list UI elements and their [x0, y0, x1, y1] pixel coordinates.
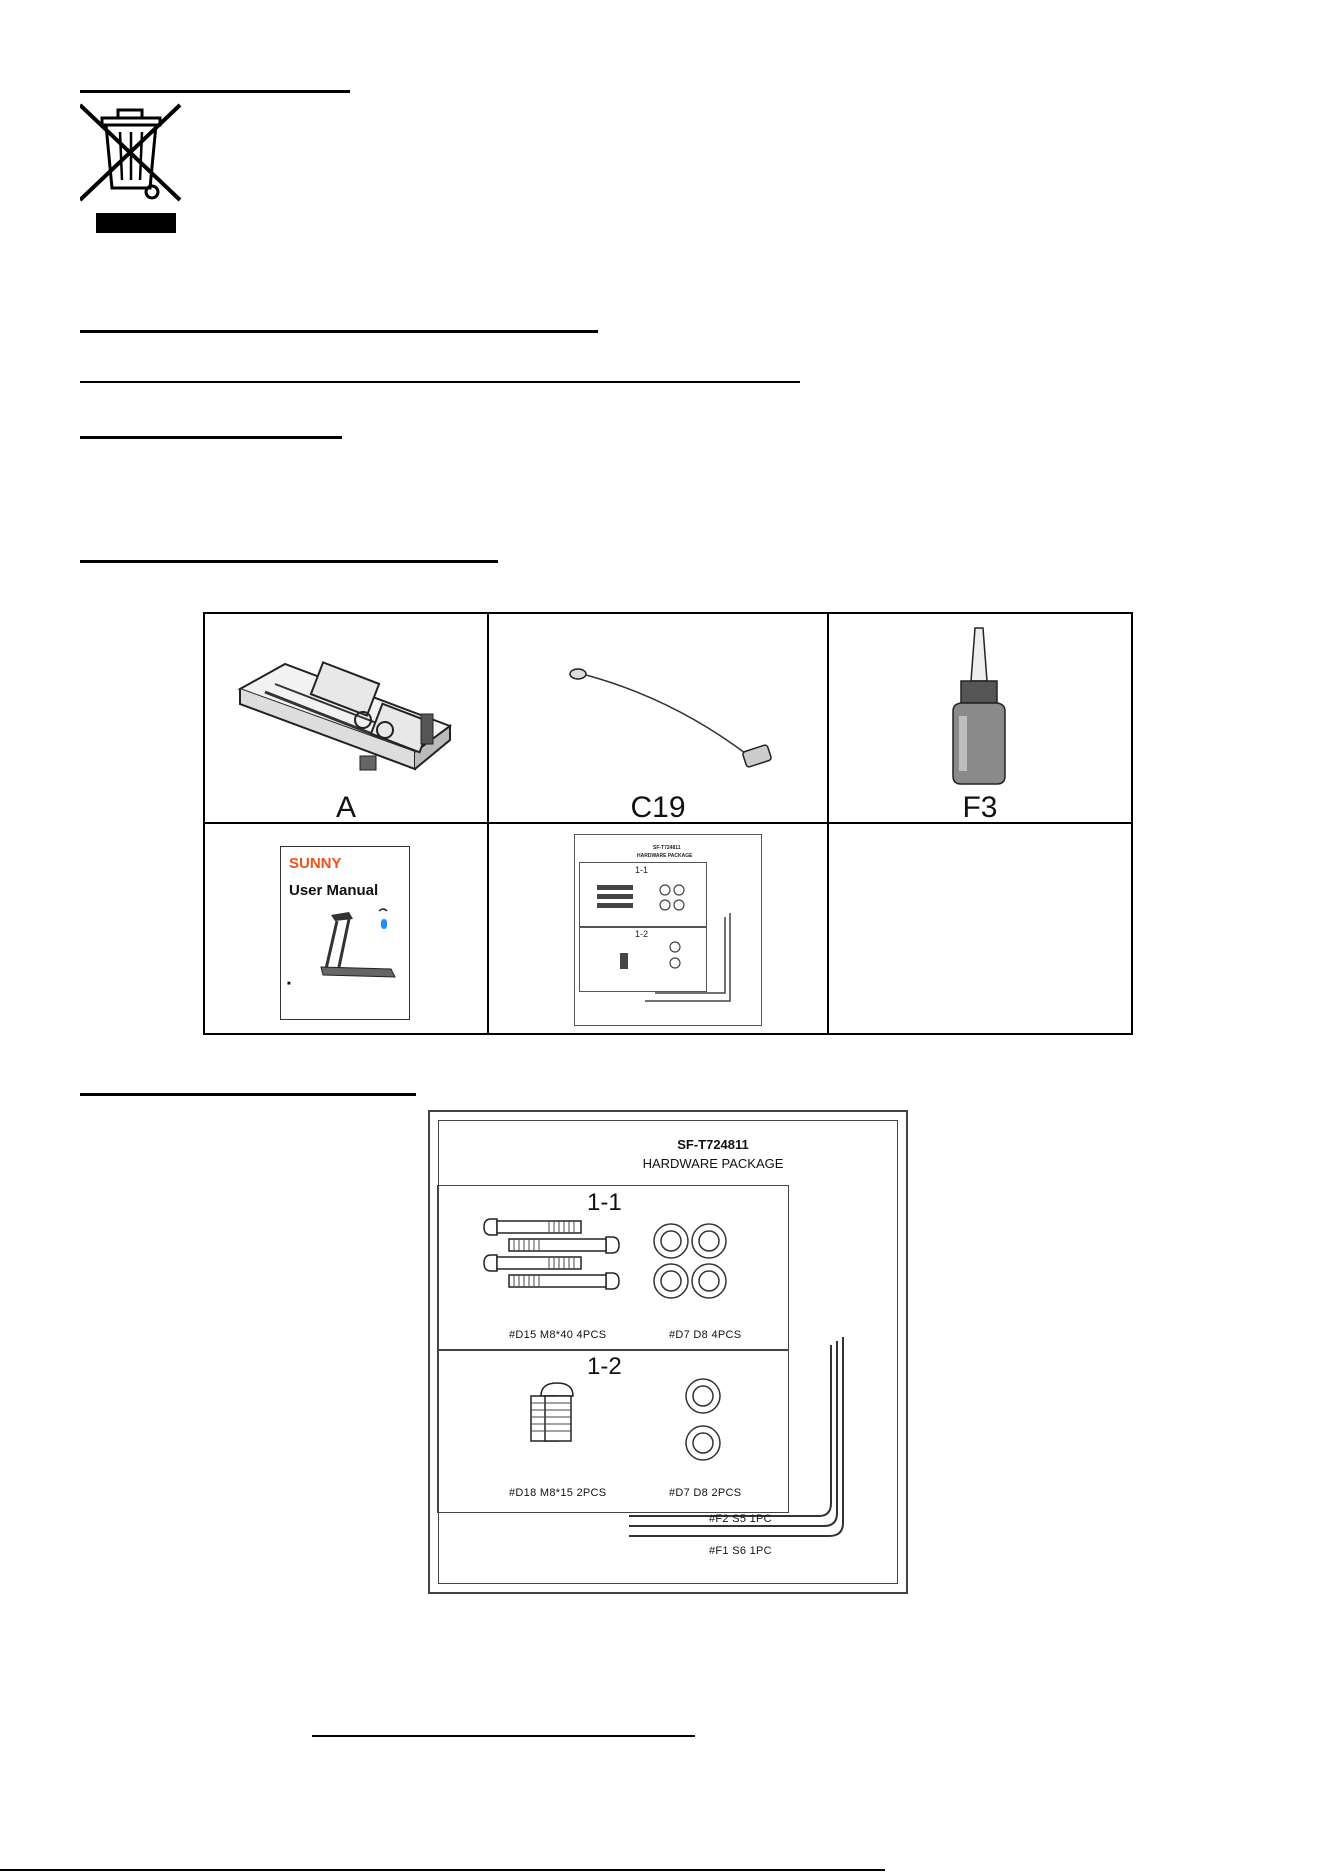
footer-rule: [0, 1869, 885, 1871]
treadmill-illustration: [235, 634, 465, 779]
hardware-package-title: HARDWARE PACKAGE: [642, 1156, 784, 1171]
group-1-1-label: 1-1: [587, 1189, 622, 1216]
part-cell-c19: [489, 614, 829, 824]
manual-title: User Manual: [289, 882, 379, 899]
hardware-package-thumbnail: [574, 834, 762, 1026]
thumb-fasteners: [575, 835, 763, 1027]
heading-underline-4: [80, 436, 342, 439]
oil-bottle-illustration: [939, 626, 1019, 786]
safety-key-cord-illustration: [564, 664, 779, 774]
manual-brand: SUNNY: [289, 855, 342, 872]
caption-d7-4pcs: #D7 D8 4PCS: [669, 1329, 742, 1341]
manual-treadmill-icon: [291, 907, 401, 982]
caption-f1: #F1 S6 1PC: [709, 1545, 772, 1557]
manual-model-text: ■: [287, 981, 291, 987]
heading-underline-5: [80, 560, 498, 563]
group-1-2-label: 1-2: [587, 1353, 622, 1380]
thumb-group-1: 1-1: [635, 865, 649, 875]
weee-crossed-bin-icon: [80, 100, 190, 235]
hardware-model: SF-T724811: [677, 1137, 749, 1152]
part-cell-hardware: [489, 824, 829, 1033]
part-cell-a: [205, 614, 489, 824]
hardware-package-inner-frame: [438, 1120, 898, 1584]
caption-f2: #F2 S5 1PC: [709, 1513, 772, 1525]
thumb-package: HARDWARE PACKAGE: [637, 853, 693, 859]
part-cell-f3: [829, 614, 1131, 824]
part-label-f3: F3: [962, 791, 998, 824]
part-cell-manual: [205, 824, 489, 1033]
thumb-model: SF-T724811: [653, 845, 681, 851]
heading-underline-1: [80, 90, 350, 93]
heading-underline-6: [80, 1093, 416, 1096]
hardware-package-panel: [428, 1110, 908, 1594]
user-manual-thumbnail: [280, 846, 410, 1020]
hardware-parts-drawing: [439, 1121, 903, 1589]
parts-list-grid: [203, 612, 1133, 1035]
part-label-a: A: [335, 791, 356, 824]
caption-d15: #D15 M8*40 4PCS: [509, 1329, 607, 1341]
heading-underline-2: [80, 330, 598, 333]
caption-d7-2pcs: #D7 D8 2PCS: [669, 1487, 742, 1499]
heading-underline-3: [80, 381, 800, 383]
link-underline: [312, 1735, 695, 1737]
part-cell-empty: [829, 824, 1131, 1033]
part-label-c19: C19: [630, 791, 686, 824]
caption-d18: #D18 M8*15 2PCS: [509, 1487, 607, 1499]
thumb-group-2: 1-2: [635, 929, 649, 939]
